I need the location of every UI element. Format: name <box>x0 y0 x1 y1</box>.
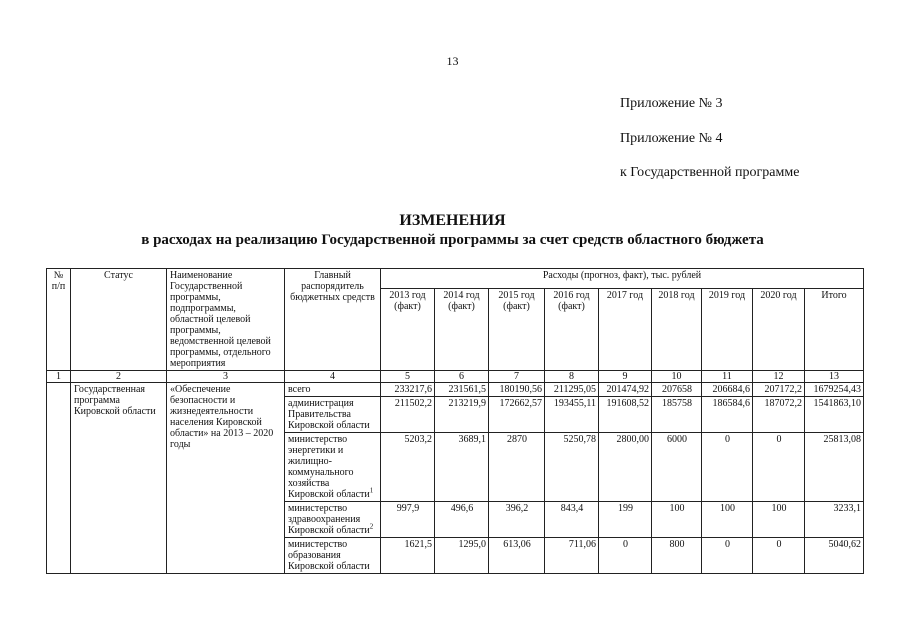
table-row <box>47 383 864 397</box>
value-cell: 231561,5 <box>435 383 489 397</box>
page-number: 13 <box>446 54 459 68</box>
header-expenses: Расходы (прогноз, факт), тыс. рублей <box>381 269 864 289</box>
value-cell-total: 1679254,43 <box>805 383 864 397</box>
expenses-table <box>46 268 864 574</box>
value-cell: 211502,2 <box>381 397 435 433</box>
admin-label: администрация Правительства Кировской области <box>288 398 370 431</box>
header-year: 2013 год (факт) <box>381 289 435 371</box>
admin-label: министерство энергетики и жилищно-коммунального хозяйства Кировской области <box>288 434 370 500</box>
value-cell: 100 <box>702 502 753 538</box>
column-number: 9 <box>599 371 652 383</box>
value-cell: 0 <box>753 433 805 502</box>
value-cell-total: 3233,1 <box>805 502 864 538</box>
value-cell: 207658 <box>652 383 702 397</box>
value-cell: 191608,52 <box>599 397 652 433</box>
value-cell: 800 <box>652 538 702 574</box>
value-cell: 0 <box>599 538 652 574</box>
value-cell: 100 <box>652 502 702 538</box>
document-title: ИЗМЕНЕНИЯ <box>399 212 506 229</box>
value-cell-total: 1541863,10 <box>805 397 864 433</box>
value-cell: 613,06 <box>489 538 545 574</box>
value-cell: 5250,78 <box>545 433 599 502</box>
value-cell: 0 <box>702 538 753 574</box>
column-number: 4 <box>285 371 381 383</box>
row-number <box>47 383 71 574</box>
value-cell: 180190,56 <box>489 383 545 397</box>
row-program-name: «Обеспечение безопасности и жизнедеятельности населения Кировской области» на 2013 – 2020 годы <box>167 383 285 574</box>
value-cell: 213219,9 <box>435 397 489 433</box>
document-subtitle: в расходах на реализацию Государственной программы за счет средств областного бюджета <box>141 232 764 248</box>
appendix-line-3: к Государственной программе <box>620 165 800 180</box>
value-cell: 172662,57 <box>489 397 545 433</box>
column-number: 3 <box>167 371 285 383</box>
header-row-1 <box>47 269 864 289</box>
header-year: 2018 год <box>652 289 702 371</box>
admin-label: министерство здравоохранения Кировской области <box>288 503 370 536</box>
header-total: Итого <box>805 289 864 371</box>
admin-label: министерство образования Кировской области <box>288 539 370 572</box>
column-number: 5 <box>381 371 435 383</box>
row-status: Государственная программа Кировской области <box>71 383 167 574</box>
value-cell: 0 <box>753 538 805 574</box>
row-budget-admin <box>285 538 381 574</box>
column-number: 7 <box>489 371 545 383</box>
column-number-row <box>47 371 864 383</box>
column-number: 6 <box>435 371 489 383</box>
value-cell: 2870 <box>489 433 545 502</box>
header-year: 2015 год (факт) <box>489 289 545 371</box>
value-cell: 187072,2 <box>753 397 805 433</box>
value-cell-total: 25813,08 <box>805 433 864 502</box>
row-budget-admin <box>285 433 381 502</box>
column-number: 1 <box>47 371 71 383</box>
column-number: 13 <box>805 371 864 383</box>
column-number: 2 <box>71 371 167 383</box>
value-cell: 193455,11 <box>545 397 599 433</box>
row-budget-admin <box>285 397 381 433</box>
header-program-name: Наименование Государственной программы, подпрограммы, областной целевой программы, ведомственной целевой программы, отдельного мероприятия <box>167 269 285 371</box>
column-number: 8 <box>545 371 599 383</box>
column-number: 12 <box>753 371 805 383</box>
value-cell: 207172,2 <box>753 383 805 397</box>
value-cell: 201474,92 <box>599 383 652 397</box>
header-year: 2014 год (факт) <box>435 289 489 371</box>
value-cell: 1621,5 <box>381 538 435 574</box>
footnote-mark: 1 <box>369 486 374 495</box>
value-cell: 186584,6 <box>702 397 753 433</box>
appendix-line-1: Приложение № 3 <box>620 96 723 111</box>
header-year: 2017 год <box>599 289 652 371</box>
column-number: 10 <box>652 371 702 383</box>
value-cell: 185758 <box>652 397 702 433</box>
value-cell: 206684,6 <box>702 383 753 397</box>
value-cell: 997,9 <box>381 502 435 538</box>
value-cell: 0 <box>702 433 753 502</box>
value-cell: 233217,6 <box>381 383 435 397</box>
value-cell: 843,4 <box>545 502 599 538</box>
value-cell: 396,2 <box>489 502 545 538</box>
column-number: 11 <box>702 371 753 383</box>
value-cell: 211295,05 <box>545 383 599 397</box>
value-cell: 6000 <box>652 433 702 502</box>
value-cell: 711,06 <box>545 538 599 574</box>
header-year: 2020 год <box>753 289 805 371</box>
value-cell: 199 <box>599 502 652 538</box>
value-cell: 2800,00 <box>599 433 652 502</box>
value-cell: 100 <box>753 502 805 538</box>
header-status: Статус <box>71 269 167 371</box>
admin-label: всего <box>288 384 311 395</box>
value-cell: 1295,0 <box>435 538 489 574</box>
value-cell: 3689,1 <box>435 433 489 502</box>
row-budget-admin <box>285 383 381 397</box>
row-budget-admin <box>285 502 381 538</box>
value-cell: 496,6 <box>435 502 489 538</box>
header-budget-admin: Главный распорядитель бюджетных средств <box>285 269 381 371</box>
value-cell-total: 5040,62 <box>805 538 864 574</box>
value-cell: 5203,2 <box>381 433 435 502</box>
appendix-line-2: Приложение № 4 <box>620 131 723 146</box>
footnote-mark: 2 <box>369 522 374 531</box>
header-year: 2019 год <box>702 289 753 371</box>
header-num: № п/п <box>47 269 71 371</box>
header-year: 2016 год (факт) <box>545 289 599 371</box>
